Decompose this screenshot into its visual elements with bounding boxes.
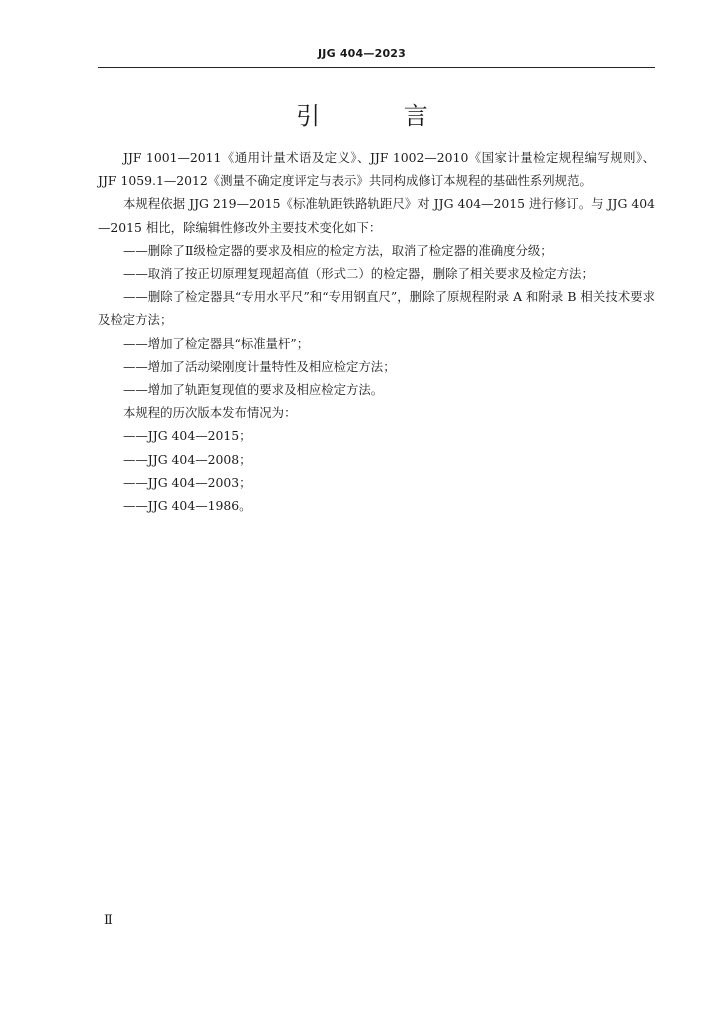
change-item: ——删除了Ⅱ级检定器的要求及相应的检定方法，取消了检定器的准确度分级； xyxy=(123,242,553,258)
history-item: ——JJG 404—2003； xyxy=(123,474,252,490)
page-number: Ⅱ xyxy=(104,913,113,928)
change-item: ——增加了检定器具“标准量杆”； xyxy=(123,335,310,351)
paragraph-history: 本规程的历次版本发布情况为： xyxy=(123,405,297,421)
history-item: ——JJG 404—2015； xyxy=(123,428,252,444)
paragraph-revision: 本规程依据 JJG 219—2015《标准轨距铁路轨距尺》对 JJG 404—2015 进行修订。与 JJG 404—2015 相比，除编辑性修改外主要技术变化如下： xyxy=(98,196,655,235)
change-item: ——取消了按正切原理复现超高值（形式二）的检定器，删除了相关要求及检定方法； xyxy=(123,266,594,282)
page-title: 引 言 xyxy=(296,102,466,130)
history-item: ——JJG 404—2008； xyxy=(123,451,252,467)
history-item: ——JJG 404—1986。 xyxy=(123,498,252,514)
header-standard-code: JJG 404—2023 xyxy=(317,47,407,60)
paragraph-basis: JJF 1001—2011《通用计量术语及定义》、JJF 1002—2010《国家计量检定规程编写规则》、JJF 1059.1—2012《测量不确定度评定与表示》共同构成修订本规程的基础性系列规范。 xyxy=(98,150,655,189)
change-item: ——增加了活动梁刚度计量特性及相应检定方法； xyxy=(123,358,396,374)
change-item: ——增加了轨距复现值的要求及相应检定方法。 xyxy=(123,382,384,398)
header-divider xyxy=(98,67,655,68)
document-body xyxy=(98,146,655,517)
change-item: ——删除了检定器具“专用水平尺”和“专用钢直尺”，删除了原规程附录 A 和附录 B 相关技术要求及检定方法； xyxy=(98,289,655,328)
